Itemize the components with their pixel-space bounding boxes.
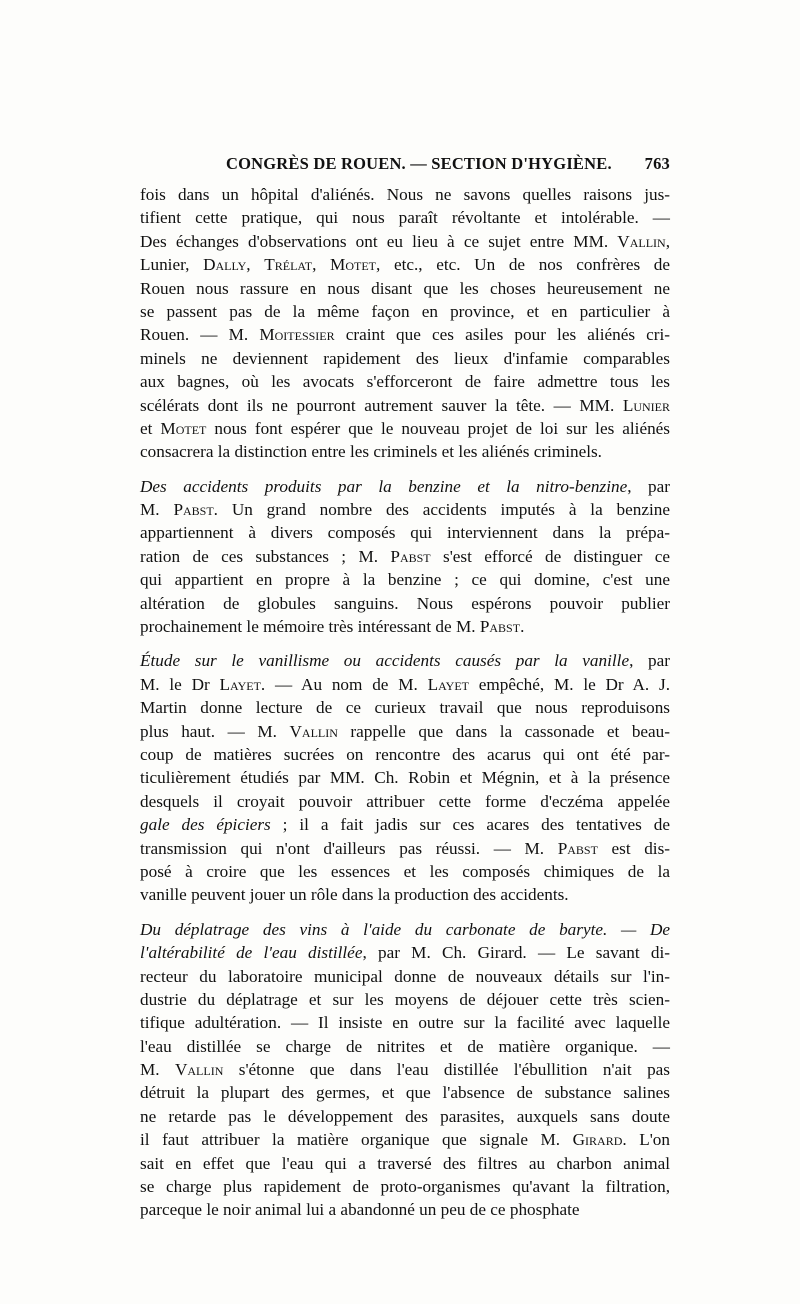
text-line: vanille peuvent jouer un rôle dans la production des accidents.: [140, 885, 569, 905]
text-line: minels ne deviennent rapidement des lieux d'infamie comparables: [140, 348, 670, 368]
text-line: et Motet nous font espérer que le nouveau projet de loi sur les aliénés: [140, 418, 670, 438]
text-line: recteur du laboratoire municipal donne de nouveaux détails sur l'in-: [140, 966, 670, 986]
text-line: posé à croire que les essences et les composés chimiques de la: [140, 861, 670, 881]
text-line: M. Vallin s'étonne que dans l'eau distillée l'ébullition n'ait pas: [140, 1060, 670, 1080]
text-line: il faut attribuer la matière organique que signale M. Girard. L'on: [140, 1130, 670, 1150]
paragraph-asiles: [140, 183, 670, 464]
header-title: CONGRÈS DE ROUEN. — SECTION D'HYGIÈNE.: [226, 154, 612, 173]
text-line: gale des épiciers ; il a fait jadis sur ces acares des tentatives de: [140, 815, 670, 835]
text-line: parceque le noir animal lui a abandonné un peu de ce phosphate: [140, 1200, 580, 1220]
text-line: ne retarde pas le développement des parasites, auxquels sans doute: [140, 1106, 670, 1126]
text-line: M. le Dr Layet. — Au nom de M. Layet empêché, M. le Dr A. J.: [140, 674, 670, 694]
text-line: l'eau distillée se charge de nitrites et de matière organique. —: [140, 1036, 670, 1056]
text-line: détruit la plupart des germes, et que l'absence de substance salines: [140, 1083, 670, 1103]
text-line: fois dans un hôpital d'aliénés. Nous ne savons quelles raisons jus-: [140, 185, 670, 204]
text-line: dustrie du déplatrage et sur les moyens de déjouer cette très scien-: [140, 989, 670, 1009]
text-line: se charge plus rapidement de proto-organismes qu'avant la filtration,: [140, 1177, 670, 1197]
text-line: aux bagnes, où les avocats s'efforceront de faire admettre tous les: [140, 372, 670, 392]
text-line: coup de matières sucrées on rencontre des acarus qui ont été par-: [140, 744, 670, 764]
paragraph-deplatrage: [140, 918, 670, 1222]
running-header: [140, 154, 670, 178]
text-line: tifique adultération. — Il insiste en outre sur la facilité avec laquelle: [140, 1013, 670, 1033]
paragraph-benzine: [140, 475, 670, 639]
text-line: tifient cette pratique, qui nous paraît révoltante et intolérable. —: [140, 208, 670, 228]
paragraph-vanillisme: [140, 649, 670, 906]
text-line: qui appartient en propre à la benzine ; ce qui domine, c'est une: [140, 570, 670, 590]
text-line: Du déplatrage des vins à l'aide du carbonate de baryte. — De: [140, 919, 670, 939]
text-line: consacrera la distinction entre les criminels et les aliénés criminels.: [140, 442, 602, 462]
text-line: plus haut. — M. Vallin rappelle que dans la cassonade et beau-: [140, 721, 670, 741]
text-line: Rouen. — M. Moitessier craint que ces asiles pour les aliénés cri-: [140, 325, 670, 345]
body-text: [140, 183, 670, 1222]
text-line: sait en effet que l'eau qui a traversé des filtres au charbon animal: [140, 1153, 670, 1173]
text-line: ration de ces substances ; M. Pabst s'est efforcé de distinguer ce: [140, 546, 670, 566]
text-line: Martin donne lecture de ce curieux travail que nous reproduisons: [140, 698, 670, 718]
text-line: transmission qui n'ont d'ailleurs pas réussi. — M. Pabst est dis-: [140, 838, 670, 858]
text-line: Étude sur le vanillisme ou accidents causés par la vanille, par: [140, 651, 670, 671]
text-line: desquels il croyait pouvoir attribuer cette forme d'eczéma appelée: [140, 791, 670, 811]
text-line: se passent pas de la même façon en province, et en particulier à: [140, 301, 670, 321]
text-line: prochainement le mémoire très intéressant de M. Pabst.: [140, 617, 525, 637]
text-line: Des échanges d'observations ont eu lieu à ce sujet entre MM. Vallin,: [140, 231, 670, 251]
page-number: 763: [644, 154, 670, 173]
text-line: Lunier, Dally, Trélat, Motet, etc., etc. Un de nos confrères de: [140, 255, 671, 275]
text-line: scélérats dont ils ne pourront autrement sauver la tête. — MM. Lunier: [140, 395, 670, 415]
text-line: altération de globules sanguins. Nous espérons pouvoir publier: [140, 593, 670, 613]
text-line: M. Pabst. Un grand nombre des accidents imputés à la benzine: [140, 500, 670, 520]
text-line: l'altérabilité de l'eau distillée, par M. Ch. Girard. — Le savant di-: [140, 943, 670, 963]
text-line: Rouen nous rassure en nous disant que les choses heureusement ne: [140, 278, 670, 298]
text-line: Des accidents produits par la benzine et la nitro-benzine, par: [140, 476, 670, 496]
text-line: appartiennent à divers composés qui interviennent dans la prépa-: [140, 523, 670, 543]
text-line: ticulièrement étudiés par MM. Ch. Robin et Mégnin, et à la présence: [140, 768, 670, 788]
